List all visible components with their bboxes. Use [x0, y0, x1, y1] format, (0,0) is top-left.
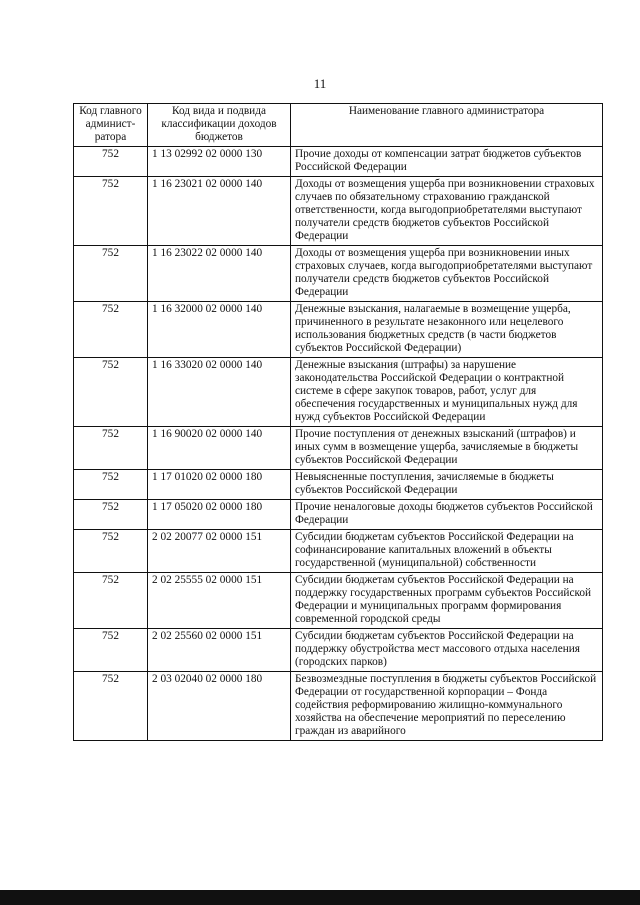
table-row [74, 500, 603, 530]
admin-code-cell: 752 [74, 530, 148, 573]
admin-name-cell: Невыясненные поступления, зачисляемые в бюджеты субъектов Российской Федерации [291, 470, 603, 500]
admin-code-cell: 752 [74, 358, 148, 427]
admin-code-cell: 752 [74, 147, 148, 177]
table-body [74, 147, 603, 741]
table-row [74, 147, 603, 177]
admin-name-cell: Прочие доходы от компенсации затрат бюджетов субъектов Российской Федерации [291, 147, 603, 177]
table-row [74, 573, 603, 629]
table-row [74, 470, 603, 500]
scan-bottom-edge [0, 890, 640, 905]
admin-name-cell: Безвозмездные поступления в бюджеты субъектов Российской Федерации от государственной корпорации – Фонда содействия реформированию жилищно-коммунального хозяйства на обеспечение мероприятий по переселению граждан из аварийного [291, 672, 603, 741]
admin-code-cell: 752 [74, 246, 148, 302]
revenue-code-cell: 1 16 90020 02 0000 140 [148, 427, 291, 470]
admin-code-cell: 752 [74, 629, 148, 672]
table-row [74, 302, 603, 358]
revenue-code-cell: 1 16 23021 02 0000 140 [148, 177, 291, 246]
admin-name-cell: Доходы от возмещения ущерба при возникновении страховых случаев по обязательному страхованию гражданской ответственности, когда выгодоприобретателями выступают получатели средств бюджетов субъектов Российской Федерации [291, 177, 603, 246]
admin-code-cell: 752 [74, 573, 148, 629]
revenue-code-cell: 2 02 25560 02 0000 151 [148, 629, 291, 672]
admin-code-cell: 752 [74, 500, 148, 530]
table-row [74, 530, 603, 573]
table-row [74, 427, 603, 470]
revenue-code-cell: 2 03 02040 02 0000 180 [148, 672, 291, 741]
admin-name-cell: Субсидии бюджетам субъектов Российской Федерации на софинансирование капитальных вложений в объекты государственной (муниципальной) собственности [291, 530, 603, 573]
header-revenue-code: Код вида и подвида классификации доходов бюджетов [148, 104, 291, 147]
header-admin-name: Наименование главного администратора [291, 104, 603, 147]
revenue-code-cell: 1 17 01020 02 0000 180 [148, 470, 291, 500]
revenue-classification-table [73, 103, 603, 741]
table-row [74, 629, 603, 672]
revenue-code-cell: 1 17 05020 02 0000 180 [148, 500, 291, 530]
admin-name-cell: Денежные взыскания (штрафы) за нарушение законодательства Российской Федерации о контрактной системе в сфере закупок товаров, работ, услуг для обеспечения государственных и муниципальных нужд для нужд субъектов Российской Федерации [291, 358, 603, 427]
revenue-code-cell: 1 16 23022 02 0000 140 [148, 246, 291, 302]
admin-name-cell: Доходы от возмещения ущерба при возникновении иных страховых случаев, когда выгодоприобретателями выступают получатели средств бюджетов субъектов Российской Федерации [291, 246, 603, 302]
admin-code-cell: 752 [74, 470, 148, 500]
revenue-code-cell: 1 13 02992 02 0000 130 [148, 147, 291, 177]
header-admin-code: Код главного админист-ратора [74, 104, 148, 147]
admin-code-cell: 752 [74, 672, 148, 741]
table-row [74, 358, 603, 427]
revenue-code-cell: 2 02 25555 02 0000 151 [148, 573, 291, 629]
admin-code-cell: 752 [74, 427, 148, 470]
admin-name-cell: Прочие поступления от денежных взысканий (штрафов) и иных сумм в возмещение ущерба, зачисляемые в бюджеты субъектов Российской Федерации [291, 427, 603, 470]
admin-name-cell: Денежные взыскания, налагаемые в возмещение ущерба, причиненного в результате незаконного или нецелевого использования бюджетных средств (в части бюджетов субъектов Российской Федерации) [291, 302, 603, 358]
revenue-code-cell: 2 02 20077 02 0000 151 [148, 530, 291, 573]
table-row [74, 246, 603, 302]
page-number: 11 [313, 76, 327, 91]
admin-code-cell: 752 [74, 177, 148, 246]
table-row [74, 672, 603, 741]
admin-name-cell: Субсидии бюджетам субъектов Российской Федерации на поддержку государственных программ субъектов Российской Федерации и муниципальных программ формирования современной городской среды [291, 573, 603, 629]
table-header [74, 104, 603, 147]
table-row [74, 177, 603, 246]
header-row [74, 104, 603, 147]
admin-code-cell: 752 [74, 302, 148, 358]
revenue-code-cell: 1 16 32000 02 0000 140 [148, 302, 291, 358]
admin-name-cell: Субсидии бюджетам субъектов Российской Федерации на поддержку обустройства мест массового отдыха населения (городских парков) [291, 629, 603, 672]
revenue-code-cell: 1 16 33020 02 0000 140 [148, 358, 291, 427]
admin-name-cell: Прочие неналоговые доходы бюджетов субъектов Российской Федерации [291, 500, 603, 530]
